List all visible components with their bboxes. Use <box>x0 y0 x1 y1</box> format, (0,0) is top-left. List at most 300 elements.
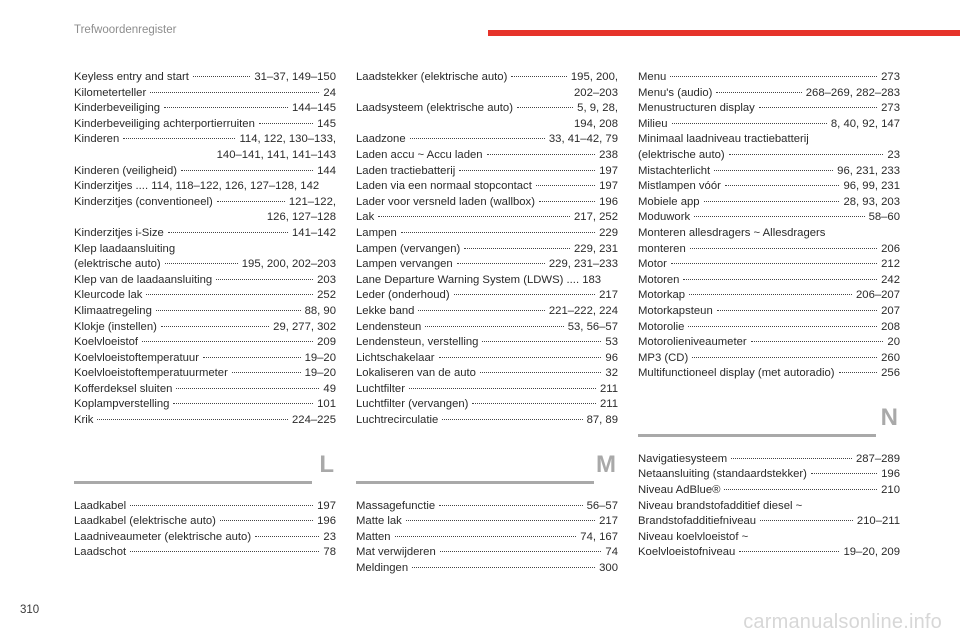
dot-leader <box>418 310 544 311</box>
index-term: Kinderbeveiliging <box>74 102 161 115</box>
index-term: Matte lak <box>356 515 402 528</box>
section-rule <box>638 434 876 437</box>
index-column-2 <box>356 70 618 577</box>
index-pages: 212 <box>881 258 900 271</box>
index-entry <box>638 101 900 117</box>
dot-leader <box>97 419 288 420</box>
index-pages: 229 <box>599 226 618 239</box>
index-entry: Kinderzitjes .... 114, 118–122, 126, 127–128, 142 <box>74 180 320 193</box>
index-entry <box>356 413 618 429</box>
index-entry <box>74 499 336 515</box>
index-term: Lekke band <box>356 304 415 317</box>
index-term: Kinderen (veiligheid) <box>74 164 177 177</box>
dot-leader <box>704 201 840 202</box>
index-term: Lendensteun <box>356 320 422 333</box>
dot-leader <box>130 505 313 506</box>
index-entry: Klep laadaansluiting <box>74 242 176 255</box>
dot-leader <box>401 232 595 233</box>
index-pages: 33, 41–42, 79 <box>548 133 618 146</box>
dot-leader <box>440 551 602 552</box>
index-pages: 196 <box>599 195 618 208</box>
index-term: Luchtfilter (vervangen) <box>356 398 469 411</box>
index-entry: Monteren allesdragers ~ Allesdragers <box>638 226 826 239</box>
index-pages-continued: 126, 127–128 <box>266 211 336 224</box>
index-term: Lichtschakelaar <box>356 351 435 364</box>
dot-leader <box>690 248 877 249</box>
index-entry <box>74 164 336 180</box>
index-entry <box>638 514 900 530</box>
dot-leader <box>751 341 884 342</box>
dot-leader <box>459 170 595 171</box>
index-entry <box>74 366 336 382</box>
index-pages: 96, 231, 233 <box>837 164 900 177</box>
index-entry <box>74 195 336 211</box>
section-letter: M <box>596 450 616 478</box>
dot-leader <box>714 170 833 171</box>
dot-leader <box>672 123 827 124</box>
index-pages: 58–60 <box>868 211 900 224</box>
index-term: Koelvloeistoftemperatuur <box>74 351 199 364</box>
index-entry <box>356 226 618 242</box>
index-term: Koelvloeistofniveau <box>638 546 736 559</box>
index-pages: 196 <box>317 515 336 528</box>
index-term: Mat verwijderen <box>356 546 436 559</box>
index-pages: 56–57 <box>586 499 618 512</box>
index-pages: 210–211 <box>856 515 900 528</box>
index-term: Laden via een normaal stopcontact <box>356 180 532 193</box>
index-term: Niveau AdBlue® <box>638 484 721 497</box>
index-entry <box>638 148 900 164</box>
dot-leader <box>217 201 285 202</box>
dot-leader <box>410 138 545 139</box>
dot-leader <box>670 76 877 77</box>
dot-leader <box>472 403 596 404</box>
index-entry <box>356 351 618 367</box>
index-pages: 101 <box>317 398 336 411</box>
dot-leader <box>259 123 313 124</box>
dot-leader <box>739 551 839 552</box>
dot-leader <box>193 76 250 77</box>
dot-leader <box>378 216 570 217</box>
index-entry <box>638 304 900 320</box>
index-term: Klep van de laadaansluiting <box>74 273 213 286</box>
index-entry <box>638 70 900 86</box>
section-letter-heading <box>74 450 336 493</box>
index-entry <box>356 242 618 258</box>
index-pages: 74, 167 <box>580 530 618 543</box>
index-term: Luchtrecirculatie <box>356 414 439 427</box>
index-entry <box>638 288 900 304</box>
dot-leader <box>232 372 301 373</box>
index-pages: 273 <box>881 71 900 83</box>
index-entry <box>638 273 900 289</box>
dot-leader <box>216 279 313 280</box>
index-pages: 203 <box>317 273 336 286</box>
index-pages: 210 <box>881 484 900 497</box>
index-term: Meldingen <box>356 562 409 575</box>
index-term: Massagefunctie <box>356 499 436 512</box>
dot-leader <box>759 107 877 108</box>
dot-leader <box>454 294 596 295</box>
index-pages: 144 <box>317 164 336 177</box>
index-term: Lampen vervangen <box>356 258 453 271</box>
index-entry <box>74 351 336 367</box>
index-term: Klimaatregeling <box>74 304 152 317</box>
index-entry <box>356 366 618 382</box>
index-term: Luchtfilter <box>356 382 405 395</box>
index-pages: 208 <box>881 320 900 333</box>
dot-leader <box>161 326 269 327</box>
index-pages: 5, 9, 28, <box>577 102 618 115</box>
section-rule <box>356 481 594 484</box>
index-pages-continued: 202–203 <box>574 86 618 99</box>
index-term: Laadniveaumeter (elektrische auto) <box>74 530 252 543</box>
index-entry <box>356 561 618 577</box>
index-entry <box>638 86 900 102</box>
index-entry <box>356 530 618 546</box>
dot-leader <box>130 551 319 552</box>
index-entry <box>74 304 336 320</box>
dot-leader <box>439 505 582 506</box>
index-pages: 273 <box>881 102 900 115</box>
dot-leader <box>539 201 595 202</box>
index-term: Kinderen <box>74 133 120 146</box>
index-entry <box>356 164 618 180</box>
index-pages: 87, 89 <box>586 414 618 427</box>
dot-leader <box>409 388 596 389</box>
index-pages: 141–142 <box>292 226 336 239</box>
index-pages: 8, 40, 92, 147 <box>830 117 900 130</box>
section-letter-heading <box>356 450 618 493</box>
index-entry <box>74 514 336 530</box>
index-term: Koelvloeistoftemperatuurmeter <box>74 367 228 380</box>
index-pages: 260 <box>881 351 900 364</box>
index-entry <box>638 117 900 133</box>
dot-leader <box>168 232 288 233</box>
dot-leader <box>439 357 602 358</box>
index-pages: 196 <box>881 468 900 481</box>
index-entry <box>638 351 900 367</box>
dot-leader <box>487 154 596 155</box>
dot-leader <box>482 341 601 342</box>
index-pages: 20 <box>887 336 900 349</box>
index-pages: 197 <box>599 164 618 177</box>
index-pages: 24 <box>323 86 336 99</box>
index-entry <box>74 382 336 398</box>
index-term: Netaansluiting (standaardstekker) <box>638 468 807 481</box>
index-pages: 23 <box>323 530 336 543</box>
index-pages: 211 <box>599 382 618 395</box>
index-term: Mistlampen vóór <box>638 180 721 193</box>
section-letter: N <box>880 403 898 431</box>
dot-leader <box>811 473 877 474</box>
section-rule <box>74 481 312 484</box>
index-entry <box>638 179 900 195</box>
index-entry <box>638 545 900 561</box>
index-term: Laadsysteem (elektrische auto) <box>356 102 513 115</box>
dot-leader <box>480 372 601 373</box>
index-pages: 114, 122, 130–133, <box>239 133 336 146</box>
dot-leader <box>517 107 573 108</box>
index-term: (elektrische auto) <box>638 148 725 161</box>
index-term: Lokaliseren van de auto <box>356 367 476 380</box>
index-entry <box>638 242 900 258</box>
index-term: monteren <box>638 242 686 255</box>
index-entry <box>638 320 900 336</box>
index-pages: 49 <box>323 382 336 395</box>
index-pages: 195, 200, 202–203 <box>241 258 336 271</box>
index-pages: 300 <box>599 562 618 575</box>
section-letter-heading <box>638 403 900 446</box>
index-pages: 268–269, 282–283 <box>805 86 900 99</box>
index-entry <box>356 132 618 148</box>
index-entry <box>638 366 900 382</box>
dot-leader <box>395 536 577 537</box>
index-entry <box>356 382 618 398</box>
index-pages: 217, 252 <box>574 211 618 224</box>
index-pages: 206 <box>881 242 900 255</box>
index-entry <box>356 195 618 211</box>
index-entry <box>356 514 618 530</box>
index-entry <box>74 117 336 133</box>
index-entry <box>356 210 618 226</box>
index-term: Leder (onderhoud) <box>356 289 450 302</box>
index-term: Laadkabel (elektrische auto) <box>74 515 216 528</box>
index-pages: 19–20 <box>304 351 336 364</box>
index-pages: 88, 90 <box>304 304 336 317</box>
index-term: Mobiele app <box>638 195 700 208</box>
index-entry <box>74 397 336 413</box>
index-entry <box>356 320 618 336</box>
index-pages: 29, 277, 302 <box>273 320 336 333</box>
index-pages: 144–145 <box>292 102 336 115</box>
index-term: Krik <box>74 414 94 427</box>
index-entry <box>356 335 618 351</box>
index-entry <box>638 467 900 483</box>
dot-leader <box>683 279 877 280</box>
dot-leader <box>729 154 884 155</box>
dot-leader <box>694 216 864 217</box>
header-accent-bar <box>488 30 960 36</box>
page-number: 310 <box>20 604 40 616</box>
index-term: Motor <box>638 258 667 271</box>
index-term: Laadkabel <box>74 499 127 512</box>
index-pages: 221–222, 224 <box>548 304 618 317</box>
dot-leader <box>146 294 313 295</box>
index-entry <box>74 288 336 304</box>
index-term: Multifunctioneel display (met autoradio) <box>638 367 835 380</box>
dot-leader <box>156 310 301 311</box>
index-term: Motorolie <box>638 320 685 333</box>
index-pages-continued: 194, 208 <box>574 117 618 130</box>
index-entry <box>74 86 336 102</box>
index-entry: Minimaal laadniveau tractiebatterij <box>638 133 809 146</box>
index-pages-continued: 140–141, 141, 141–143 <box>216 148 336 161</box>
index-term: Matten <box>356 530 391 543</box>
section-letter: L <box>319 450 334 478</box>
dot-leader <box>412 567 595 568</box>
dot-leader <box>203 357 301 358</box>
index-pages: 209 <box>317 336 336 349</box>
index-term: Kleurcode lak <box>74 289 143 302</box>
index-term: Kinderzitjes (conventioneel) <box>74 195 213 208</box>
index-pages: 229, 231–233 <box>548 258 618 271</box>
index-term: Lader voor versneld laden (wallbox) <box>356 195 535 208</box>
dot-leader <box>181 170 313 171</box>
index-pages: 242 <box>881 273 900 286</box>
index-entry: Niveau brandstofadditief diesel ~ <box>638 499 803 512</box>
index-pages: 217 <box>599 289 618 302</box>
index-entry <box>356 304 618 320</box>
index-entry <box>638 335 900 351</box>
index-term: Lendensteun, verstelling <box>356 336 479 349</box>
dot-leader <box>464 248 570 249</box>
dot-leader <box>173 403 313 404</box>
dot-leader <box>176 388 319 389</box>
dot-leader <box>511 76 567 77</box>
dot-leader <box>165 263 238 264</box>
index-term: Menustructuren display <box>638 102 755 115</box>
index-entry <box>74 257 336 273</box>
index-pages: 206–207 <box>856 289 900 302</box>
index-pages: 28, 93, 203 <box>843 195 900 208</box>
index-entry: Lane Departure Warning System (LDWS) .... 183 <box>356 273 602 286</box>
index-entry <box>74 70 336 86</box>
dot-leader <box>142 341 313 342</box>
index-entry <box>356 499 618 515</box>
dot-leader <box>220 520 313 521</box>
index-term: Motorkapsteun <box>638 304 713 317</box>
index-entry <box>638 164 900 180</box>
index-term: Kofferdeksel sluiten <box>74 382 173 395</box>
index-pages: 74 <box>605 546 618 559</box>
index-pages: 229, 231 <box>574 242 618 255</box>
index-term: Menu's (audio) <box>638 86 713 99</box>
index-term: Kinderbeveiliging achterportierruiten <box>74 117 255 130</box>
index-pages: 96 <box>605 351 618 364</box>
index-pages: 195, 200, <box>570 71 618 83</box>
index-entry <box>356 397 618 413</box>
dot-leader <box>731 458 852 459</box>
index-pages: 78 <box>323 546 336 559</box>
dot-leader <box>724 489 877 490</box>
dot-leader <box>442 419 582 420</box>
index-term: Motorkap <box>638 289 686 302</box>
index-entry <box>74 530 336 546</box>
index-entry <box>356 179 618 195</box>
index-entry <box>74 413 336 429</box>
section-title: Trefwoordenregister <box>74 24 177 36</box>
index-entry: Niveau koelvloeistof ~ <box>638 530 749 543</box>
index-pages: 121–122, <box>288 195 336 208</box>
index-entry <box>74 273 336 289</box>
index-column-1 <box>74 70 336 561</box>
dot-leader <box>255 536 319 537</box>
index-entry <box>356 257 618 273</box>
index-entry <box>638 452 900 468</box>
index-pages: 53 <box>605 336 618 349</box>
index-term: Motorolieniveaumeter <box>638 336 747 349</box>
index-pages: 287–289 <box>856 452 900 465</box>
index-entry <box>356 101 618 117</box>
index-entry <box>356 288 618 304</box>
index-term: Menu <box>638 71 667 83</box>
index-term: Keyless entry and start <box>74 71 189 83</box>
watermark: carmanualsonline.info <box>743 611 942 633</box>
dot-leader <box>760 520 853 521</box>
dot-leader <box>725 185 840 186</box>
index-pages: 31–37, 149–150 <box>254 71 336 83</box>
dot-leader <box>164 107 288 108</box>
index-pages: 238 <box>599 148 618 161</box>
index-pages: 217 <box>599 515 618 528</box>
index-pages: 224–225 <box>292 414 336 427</box>
index-term: Milieu <box>638 117 668 130</box>
index-term: Lak <box>356 211 375 224</box>
dot-leader <box>688 326 877 327</box>
index-entry <box>74 226 336 242</box>
index-pages: 197 <box>317 499 336 512</box>
index-term: Lampen <box>356 226 397 239</box>
index-term: Koplampverstelling <box>74 398 170 411</box>
index-term: Kinderzitjes i-Size <box>74 226 164 239</box>
index-pages: 19–20, 209 <box>843 546 900 559</box>
index-term: Klokje (instellen) <box>74 320 157 333</box>
index-pages: 256 <box>881 367 900 380</box>
index-pages: 145 <box>317 117 336 130</box>
dot-leader <box>123 138 235 139</box>
index-pages: 197 <box>599 180 618 193</box>
index-entry <box>74 320 336 336</box>
dot-leader <box>689 294 852 295</box>
index-term: Lampen (vervangen) <box>356 242 461 255</box>
index-entry <box>638 257 900 273</box>
dot-leader <box>839 372 878 373</box>
index-column-3 <box>638 70 900 561</box>
index-entry <box>74 545 336 561</box>
index-term: Laadzone <box>356 133 406 146</box>
index-pages: 19–20 <box>304 367 336 380</box>
dot-leader <box>671 263 877 264</box>
index-term: Laadschot <box>74 546 127 559</box>
dot-leader <box>692 357 877 358</box>
dot-leader <box>717 310 877 311</box>
index-entry <box>74 132 336 148</box>
index-term: Laadstekker (elektrische auto) <box>356 71 508 83</box>
index-entry <box>356 545 618 561</box>
index-term: Mistachterlicht <box>638 164 711 177</box>
index-pages: 32 <box>605 367 618 380</box>
index-pages: 211 <box>599 398 618 411</box>
index-entry <box>638 483 900 499</box>
index-pages: 23 <box>887 148 900 161</box>
index-entry <box>356 70 618 86</box>
index-pages: 207 <box>881 304 900 317</box>
index-entry <box>638 195 900 211</box>
index-term: Koelvloeistof <box>74 336 139 349</box>
index-term: MP3 (CD) <box>638 351 689 364</box>
index-entry <box>356 148 618 164</box>
index-term: Moduwork <box>638 211 691 224</box>
index-term: Laden tractiebatterij <box>356 164 456 177</box>
dot-leader <box>716 92 801 93</box>
index-term: Laden accu ~ Accu laden <box>356 148 483 161</box>
index-pages: 96, 99, 231 <box>843 180 900 193</box>
index-term: Motoren <box>638 273 680 286</box>
dot-leader <box>425 326 563 327</box>
dot-leader <box>457 263 545 264</box>
index-entry <box>638 210 900 226</box>
